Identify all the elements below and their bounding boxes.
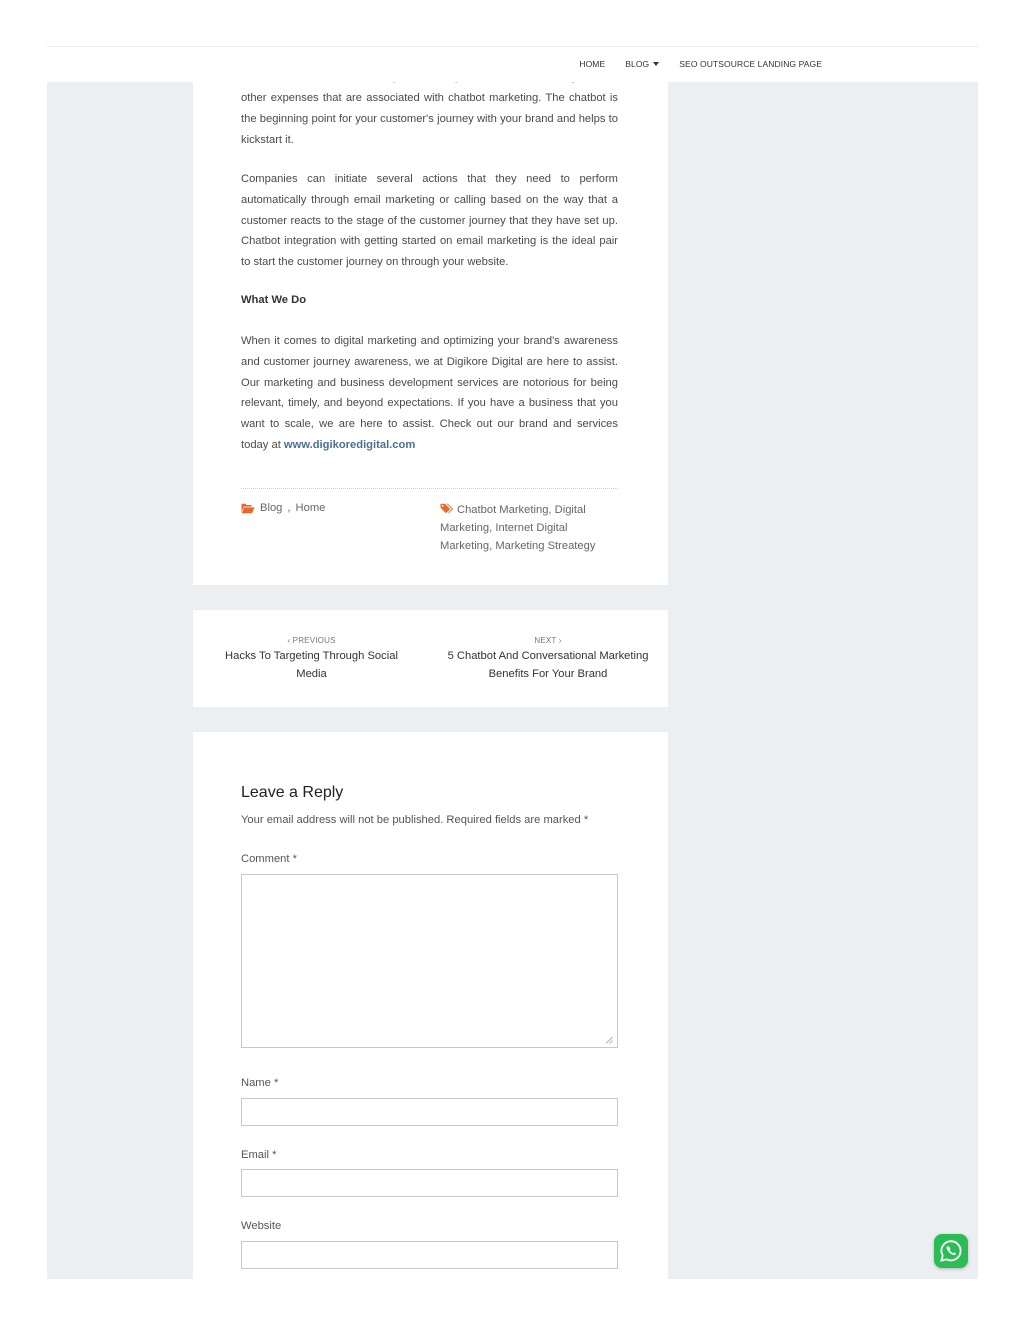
reply-note: Your email address will not be published. Required fields are marked * <box>241 814 589 826</box>
article-paragraph-1: other expenses that are associated with chatbot marketing. The chatbot is the beginning point for your customer's journey with your brand and helps to kickstart it. <box>241 92 618 146</box>
comment-label: Comment * <box>241 853 297 865</box>
menu-item-home[interactable] <box>579 59 605 69</box>
caret-down-icon <box>653 62 659 66</box>
article-paragraph-2: Companies can initiate several actions that they need to perform automatically through email marketing or calling based on the way that a customer reacts to the stage of the customer journey that they have set up. Chatbot integration with getting started on email marketing is the ideal pair to start the customer journey on through your website. <box>241 173 618 269</box>
tag-separator: , <box>548 504 552 516</box>
reply-title: Leave a Reply <box>241 784 344 801</box>
post-navigation <box>193 610 668 707</box>
next-post[interactable] <box>443 636 653 683</box>
resize-grip-icon[interactable] <box>605 1036 613 1044</box>
menu-item-home-label: HOME <box>579 59 606 69</box>
menu-item-blog[interactable] <box>625 59 659 69</box>
name-label: Name * <box>241 1077 279 1089</box>
top-navigation-bar <box>47 46 978 82</box>
article-paragraph-3-text: When it comes to digital marketing and optimizing your brand's awareness and customer journey awareness, we at Digikore Digital are here to assist. Our marketing and business development services are notorious for being relevant, timely, and beyond expectations. If you have a business that you want to scale, we are here to assist. Check out our brand and services today at <box>241 335 618 451</box>
comment-form <box>193 732 668 1292</box>
article-card <box>193 60 668 585</box>
main-menu <box>579 59 822 69</box>
email-input[interactable] <box>241 1169 618 1197</box>
category-home[interactable]: Home <box>295 502 326 514</box>
name-input[interactable] <box>241 1098 618 1126</box>
tags-icon <box>440 503 454 514</box>
comment-textarea[interactable] <box>241 874 618 1048</box>
category-separator: , <box>287 502 291 514</box>
previous-post-kicker: ‹ PREVIOUS <box>287 636 336 645</box>
tag-separator: , <box>489 521 493 534</box>
previous-post-title[interactable]: Hacks To Targeting Through Social Media <box>225 650 398 680</box>
tag-digital-marketing[interactable]: Digital Marketing <box>440 504 586 534</box>
whatsapp-icon <box>939 1239 963 1263</box>
post-categories <box>241 502 325 514</box>
website-label: Website <box>241 1220 282 1232</box>
website-link[interactable]: www.digikoredigital.com <box>283 438 416 451</box>
menu-item-seo-outsource-label: SEO OUTSOURCE LANDING PAGE <box>679 59 822 69</box>
email-label: Email * <box>241 1149 277 1161</box>
folder-open-icon <box>241 503 255 514</box>
post-tags <box>440 502 610 555</box>
website-input[interactable] <box>241 1241 618 1269</box>
menu-item-seo-outsource[interactable] <box>679 59 822 69</box>
tag-chatbot-marketing[interactable]: Chatbot Marketing <box>457 504 549 516</box>
section-heading: What We Do <box>241 294 307 306</box>
category-blog[interactable]: Blog <box>260 502 283 514</box>
tag-marketing-streategy[interactable]: Marketing Streategy <box>495 539 596 552</box>
tag-internet-digital-marketing[interactable]: Internet Digital Marketing <box>440 521 568 552</box>
meta-divider <box>241 488 618 489</box>
next-post-title[interactable]: 5 Chatbot And Conversational Marketing Benefits For Your Brand <box>447 650 649 680</box>
next-post-kicker: NEXT › <box>534 636 562 645</box>
menu-item-blog-label: BLOG <box>625 59 650 69</box>
article-paragraph-3 <box>241 331 618 456</box>
whatsapp-chat-button[interactable] <box>934 1234 968 1268</box>
previous-post[interactable] <box>213 636 410 683</box>
tag-separator: , <box>489 539 493 552</box>
